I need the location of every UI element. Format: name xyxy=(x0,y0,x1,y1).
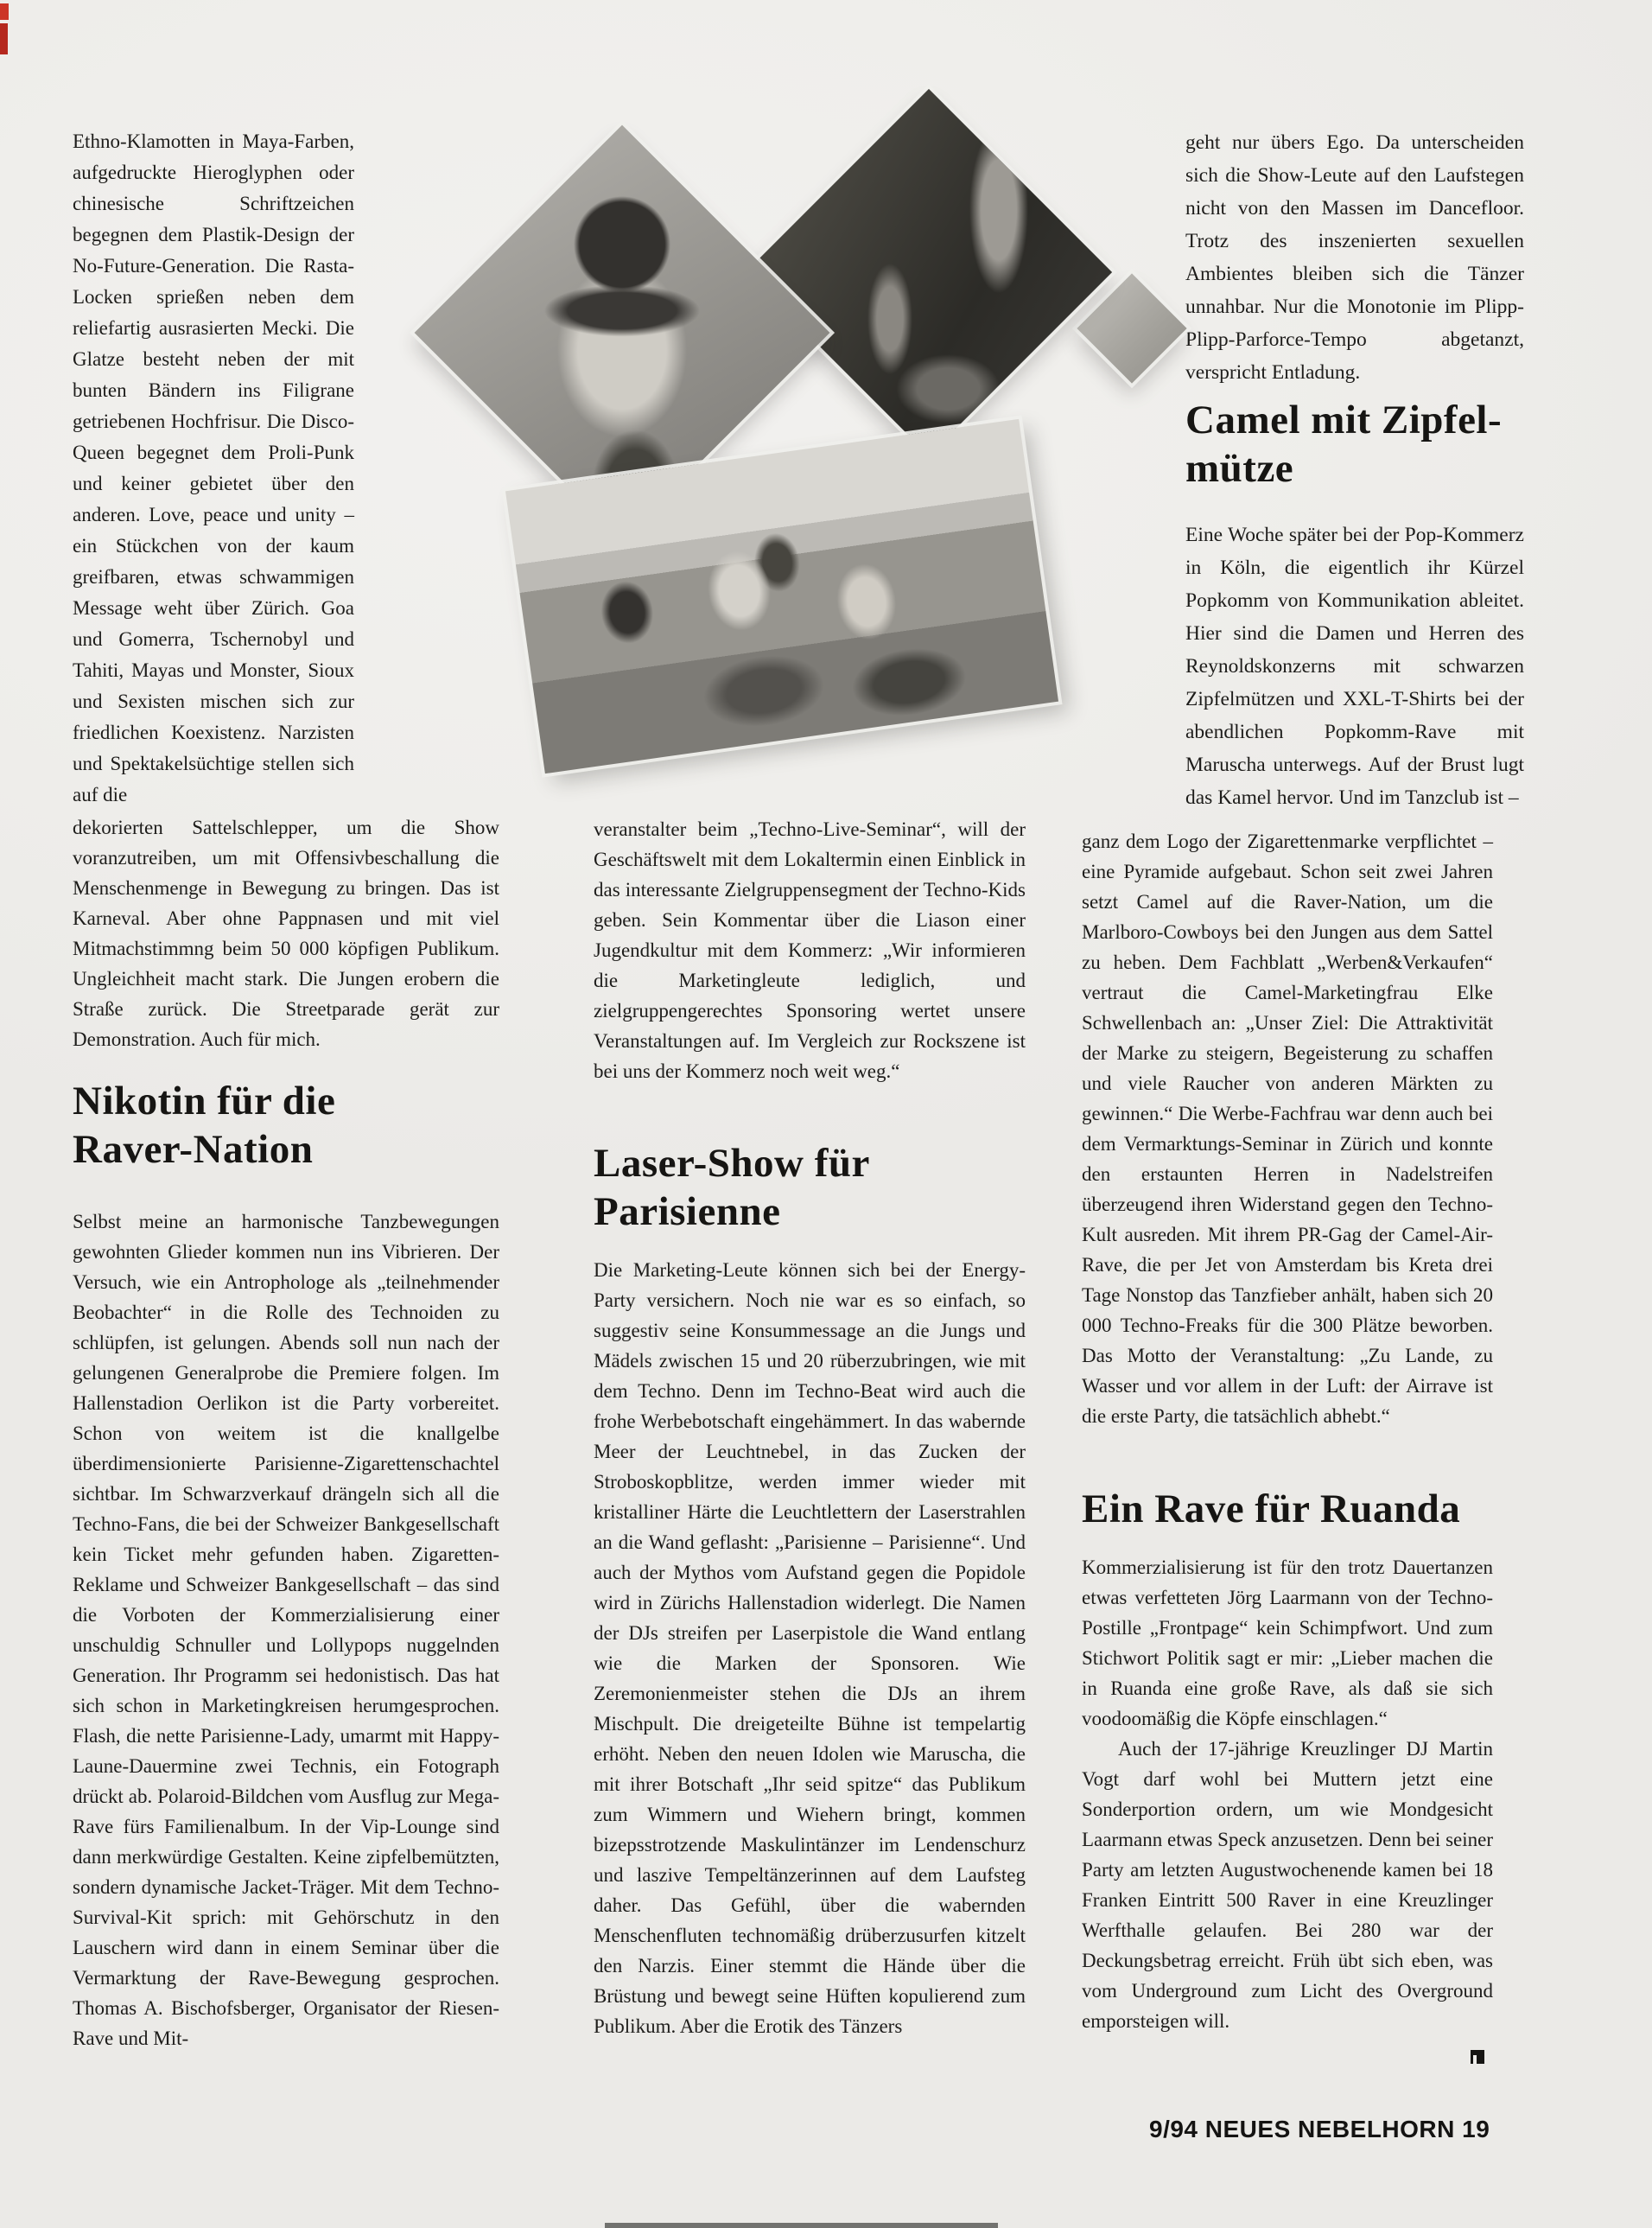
scan-artifact-bar xyxy=(605,2223,998,2228)
registration-mark-icon xyxy=(0,3,9,20)
photo-club-scene-image xyxy=(746,89,1112,455)
headline-line: mütze xyxy=(1185,446,1294,491)
paragraph-nikotin-body: Selbst meine an harmonische Tanzbewegungen gewohnten Glieder kommen nun ins Vibrieren. Der Versuch, wie ein Antrophologe als „teilnehmender Beobachter“ in die Rolle des Technoiden zu schlüpfen, ist gelungen. Abends soll nun nach der gelungenen Generalprobe die Premiere folgen. Im Hallenstadion Oerlikon ist die Party vorbereitet. Schon von weitem ist die knallgelbe überdimensionierte Parisienne-Zigarettenschachtel sichtbar. Im Schwarzverkauf drängeln sich all die Techno-Fans, die bei der Schweizer Bankgesellschaft kein Ticket mehr gefunden haben. Zigaretten-Reklame und Schweizer Bankgesellschaft – das sind die Vorboten der Kommerzialisierung einer unschuldig Schnuller und Lollypops nuggelnden Generation. Ihr Programm sei hedonistisch. Das hat sich schon in Marketingkreisen herumgesprochen. Flash, die nette Parisienne-Lady, umarmt mit Happy-Laune-Dauermine zwei Technis, ein Fotograph drückt ab. Polaroid-Bildchen vom Ausflug zur Mega-Rave fürs Familienalbum. In der Vip-Lounge sind dann merkwürdige Gestalten. Keine zipfelbemützten, sondern dynamische Jacket-Träger. Mit dem Techno-Survival-Kit sprich: mit Gehörschutz in den Lauschern wird dann in einem Seminar über die Vermarktung der Rave-Bewegung gesprochen. Thomas A. Bischofsberger, Organisator der Riesen-Rave und Mit- xyxy=(73,1211,499,2049)
headline-camel xyxy=(1185,396,1502,493)
headline-line: Raver-Nation xyxy=(73,1127,314,1172)
photo-club-scene xyxy=(746,89,1112,455)
headline-nikotin xyxy=(73,1077,335,1174)
intro-paragraph-left: Ethno-Klamotten in Maya-Farben, aufgedruckte Hieroglyphen oder chinesische Schriftzeichen begegnen dem Plastik-Design der No-Future-Generation. Die Rasta-Locken sprießen neben dem reliefartig ausrasierten Mecki. Die Glatze besteht neben der mit bunten Bändern ins Filigrane getriebenen Hochfrisur. Die Disco-Queen begegnet dem Proli-Punk und keiner gebietet über den anderen. Love, peace und unity – ein Stückchen von der kaum greifbaren, etwas schwammigen Message weht über Zürich. Goa und Gomerra, Tschernobyl und Tahiti, Mayas und Monster, Sioux und Sexisten mischen sich zur friedlichen Koexistenz. Narzisten und Spektakelsüchtige stellen sich auf die xyxy=(73,130,354,805)
paragraph-ruanda-body xyxy=(1082,1552,1493,2036)
paragraph-camel-body: ganz dem Logo der Zigarettenmarke verpflichtet – eine Pyramide aufgebaut. Schon seit zwei Jahren setzt Camel auf die Raver-Nation, um die Marlboro-Cowboys bei den Jungen aus dem Sattel zu heben. Dem Fachblatt „Werben&Verkaufen“ vertraut die Camel-Marketingfrau Elke Schwellenbach an: „Unser Ziel: Die Attraktivität der Marke zu steigern, Begeisterung zu schaffen und viele Raucher von anderen Märkten zu gewinnen.“ Die Werbe-Fachfrau war denn auch bei dem Vermarktungs-Seminar in Zürich und konnte den erstaunten Herren in Nadelstreifen überzeugend ihren Widerstand gegen den Techno-Kult ausreden. Mit ihrem PR-Gag der Camel-Air-Rave, die per Jet von Amsterdam bis Kreta drei Tage Nonstop das Tanzfieber anhält, haben sich 20 000 Techno-Freaks für die 300 Plätze beworben. Das Motto der Veranstaltung: „Zu Lande, zu Wasser und vor allem in der Luft: der Airrave ist die erste Party, die tatsächlich abhebt.“ xyxy=(1082,831,1493,1427)
headline-line: Parisienne xyxy=(594,1189,781,1234)
end-of-article-icon xyxy=(1471,2050,1484,2064)
paragraph-popkomm: Eine Woche später bei der Pop-Kommerz in Köln, die eigentlich ihr Kürzel Popkomm von Kommunikation ableitet. Hier sind die Damen und Herren des Reynoldskonzerns mit schwarzen Zipfelmützen und XXL-T-Shirts bei der abendlichen Popkomm-Rave mit Maruscha unterwegs. Auf der Brust lugt das Kamel hervor. Und im Tanzclub ist – xyxy=(1185,524,1524,809)
headline-line: Nikotin für die xyxy=(73,1079,336,1124)
headline-line: Laser-Show für xyxy=(594,1141,870,1186)
paragraph-left-wide: dekorierten Sattelschlepper, um die Show voranzutreiben, um mit Offensivbeschallung die Menschenmenge in Bewegung zu bringen. Das ist Karneval. Aber ohne Pappnasen und mit viel Mitmachstimmng beim 50 000 köpfigen Publikum. Ungleichheit macht stark. Die Jungen erobern die Straße zurück. Die Streetparade gerät zur Demonstration. Auch für mich. xyxy=(73,817,499,1050)
headline-line: Ein Rave für Ruanda xyxy=(1082,1486,1461,1531)
paragraph: Auch der 17-jährige Kreuzlinger DJ Martin Vogt darf wohl bei Muttern jetzt eine Sonderportion ordern, um wie Mondgesicht Laarmann etwas Speck anzusetzen. Denn bei seiner Party am letzten Augustwochenende kamen bei 18 Franken Eintritt 500 Raver in eine Kreuzlinger Werfthalle gelaufen. Bei 280 war der Deckungsbetrag erreicht. Früh übt sich eben, was vom Underground zum Licht des Overground emporsteigen will. xyxy=(1082,1738,1493,2032)
headline-line: Camel mit Zipfel- xyxy=(1185,398,1503,442)
paragraph: Kommerzialisierung ist für den trotz Dauertanzen etwas verfetteten Jörg Laarmann von der Techno-Postille „Frontpage“ kein Schimpfwort. Und zum Stichwort Politik sagt er mir: „Lieber machen die in Ruanda eine große Rave, als daß sie sich voodoomäßig die Köpfe einschlagen.“ xyxy=(1082,1556,1493,1729)
headline-ruanda xyxy=(1082,1485,1460,1533)
page-footer: 9/94 NEUES NEBELHORN 19 xyxy=(1149,2116,1490,2142)
headline-laser-show xyxy=(594,1139,870,1236)
intro-paragraph-right: geht nur übers Ego. Da unterscheiden sich die Show-Leute auf den Laufstegen nicht von den Massen im Dancefloor. Trotz des inszenierten sexuellen Ambientes bleiben sich die Tänzer unnahbar. Nur die Monotonie im Plipp-Plipp-Parforce-Tempo abgetanzt, verspricht Entladung. xyxy=(1185,131,1524,384)
paragraph-laser-body: Die Marketing-Leute können sich bei der Energy-Party versichern. Noch nie war es so einfach, so suggestiv seine Konsummessage an die Jungs und Mädels zwischen 15 und 20 rüberzubringen, wie mit dem Techno. Denn im Techno-Beat wird auch die frohe Werbebotschaft eingehämmert. In das wabernde Meer der Leuchtnebel, in das Zucken der Stroboskopblitze, werden immer wieder mit kristalliner Härte die Leuchtlettern der Laserstrahlen an die Wand geflasht: „Parisienne – Parisienne“. Und auch der Mythos vom Aufstand gegen die Popidole wird in Zürichs Hallenstadion widerlegt. Die Namen der DJs streifen per Laserpistole die Wand entlang wie die Marken der Sponsoren. Wie Zeremonienmeister stehen die DJs an ihrem Mischpult. Die dreigeteilte Bühne ist tempelartig erhöht. Neben den neuen Idolen wie Maruscha, die mit ihrer Botschaft „Ihr seid spitze“ das Publikum zum Wimmern und Wiehern bringt, kommen bizepsstrotzende Maskulintänzer im Lendenschurz und laszive Tempeltänzerinnen auf dem Laufsteg daher. Das Gefühl, über die wabernden Menschenfluten technomäßig drüberzusurfen kitzelt den Narzis. Einer stemmt die Hände über die Brüstung und bewegt seine Hüften kopulierend zum Publikum. Aber die Erotik des Tänzers xyxy=(594,1259,1026,2037)
registration-mark-icon xyxy=(0,23,8,54)
paragraph-middle-continuation: veranstalter beim „Techno-Live-Seminar“, will der Geschäftswelt mit dem Lokaltermin einen Einblick in das interessante Zielgruppensegment der Techno-Kids geben. Sein Kommentar über die Liason einer Jugendkultur mit dem Kommerz: „Wir informieren die Marketingleute lediglich, und zielgruppengerechtes Sponsoring wertet unsere Veranstaltungen auf. Im Vergleich zur Rockszene ist bei uns der Kommerz noch weit weg.“ xyxy=(594,818,1026,1082)
